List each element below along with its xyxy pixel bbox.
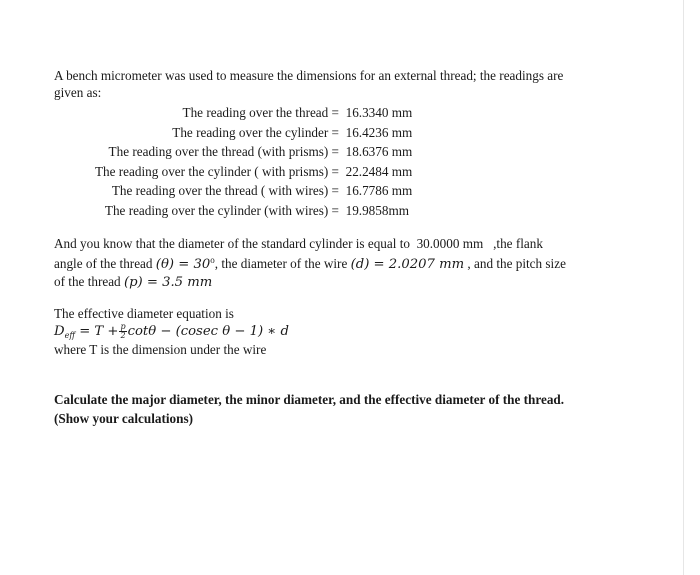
reading-value: 18.6376 mm [345,144,413,159]
page-edge-divider [683,0,684,575]
reading-row [54,162,434,182]
reading-label: The reading over the thread ( with wires) = [111,183,339,198]
task-line-1: Calculate the major diameter, the minor diameter, and the effective diameter of the thread. [54,392,565,407]
reading-value: 22.2484 mm [345,163,413,179]
reading-row [54,181,434,201]
given-line-2: angle of the thread $(\theta) = 30^o$, the diameter of the wire (d) = 2.0207 mm , and the pitch size [54,255,566,272]
reading-row [54,103,434,123]
equation-paragraph [54,305,289,358]
reading-label: The reading over the thread = [182,105,339,120]
wire-diameter-expression: (d) = 2.0207 mm [350,257,465,272]
task-line-2: (Show your calculations) [54,411,193,426]
intro-line-1: A bench micrometer was used to measure the dimensions for an external thread; the readings are [54,68,564,83]
reading-label: The reading over the thread (with prisms) = [108,144,339,159]
reading-row [54,123,434,143]
reading-value: 16.4236 mm [345,124,413,140]
theta-expression: (θ) = 30 [155,257,211,272]
given-line-3: of the thread (p) = 3.5 mm [54,274,213,290]
equation-intro: The effective diameter equation is [54,306,234,321]
task-statement [54,390,564,428]
equation-where: where T is the dimension under the wire [54,342,267,357]
intro-line-2: given as: [54,85,102,100]
reading-value: 16.7786 mm [345,183,413,198]
effective-diameter-equation: $D_{eff} = T$ + $\frac{p}{2}$ cotθ − (cosec θ − 1) ∗ d [54,322,289,340]
reading-label: The reading over the cylinder ( with prisms) = [94,163,339,179]
intro-paragraph [54,67,563,101]
pitch-over-two-fraction: $\frac{p}{2}$ [120,322,126,340]
reading-row [54,142,434,162]
given-values-paragraph [54,235,566,291]
readings-list [54,103,434,220]
reading-label: The reading over the cylinder (with wires) = [104,202,339,218]
pitch-expression: (p) = 3.5 mm [123,275,213,290]
given-line-1: And you know that the diameter of the standard cylinder is equal to 30.0000 mm ,the flank [54,236,543,251]
reading-value: 19.9858mm [345,202,409,218]
reading-value: 16.3340 mm [345,105,413,120]
reading-row [54,201,434,221]
reading-label: The reading over the cylinder = [172,124,339,140]
